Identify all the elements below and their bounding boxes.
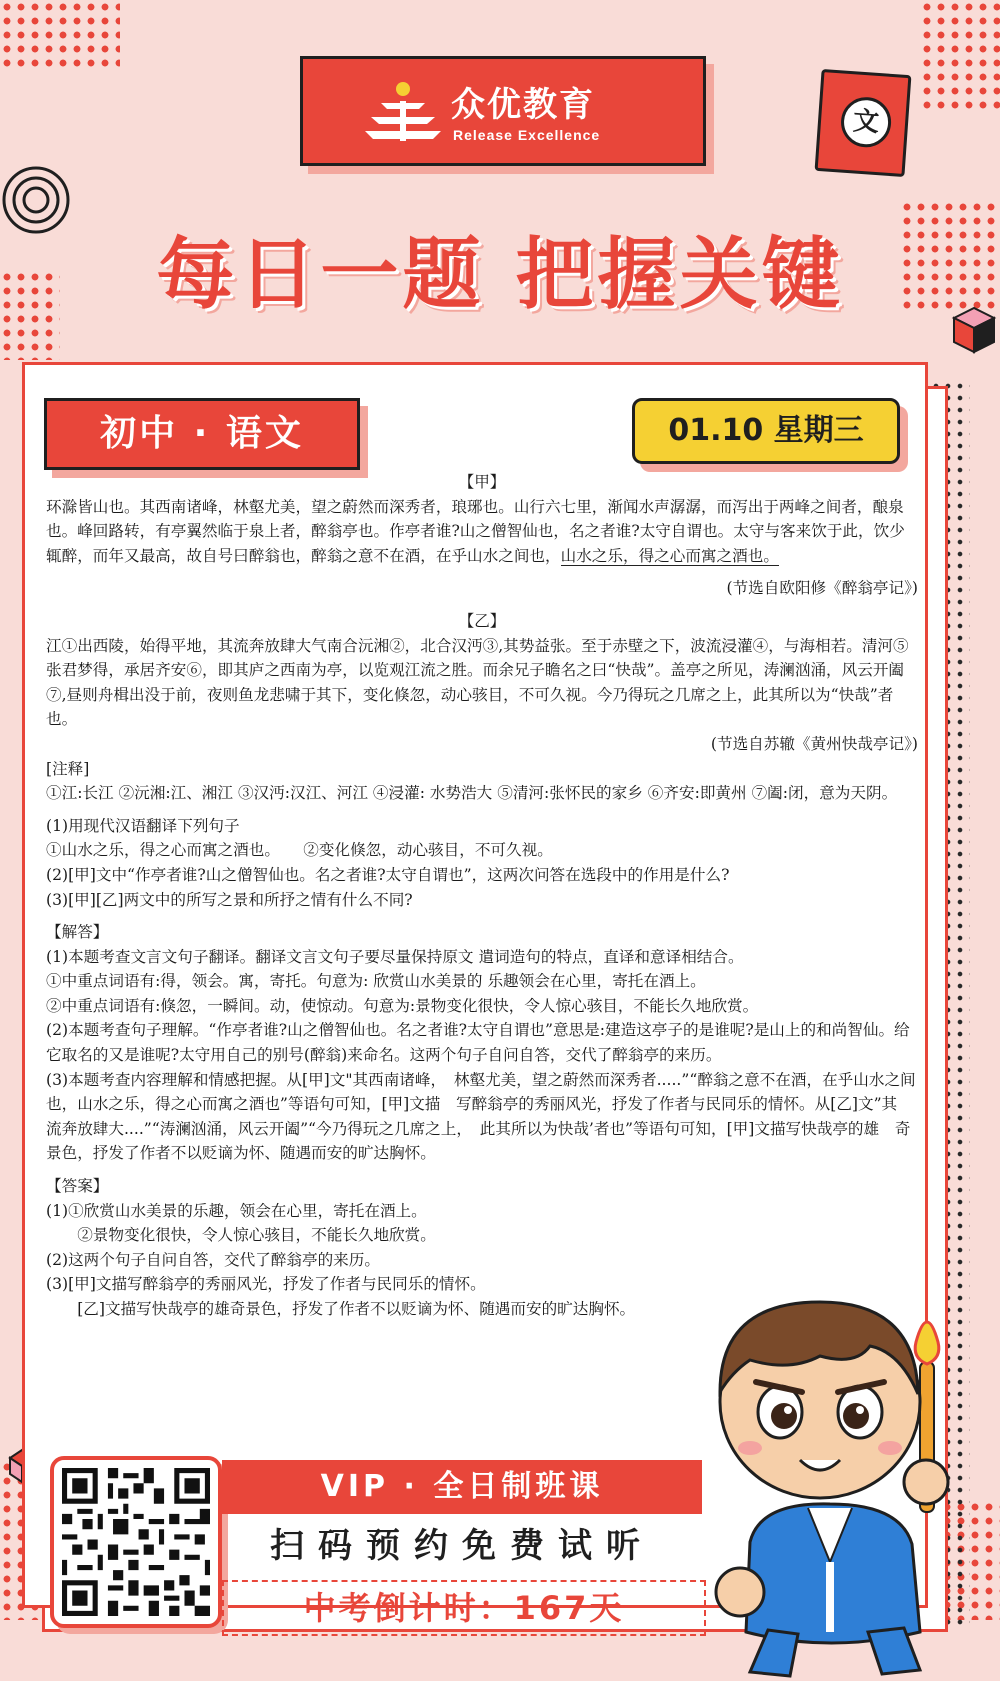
analysis-label: 【解答】: [46, 923, 109, 942]
passage-a-text: [46, 495, 918, 569]
qr-code[interactable]: [50, 1456, 222, 1628]
analysis-line: ②中重点词语有:倏忽，一瞬间。动，使惊动。句意为:景物变化很快，令人惊心骇目，不能长久地欣赏。: [46, 996, 759, 1015]
analysis-line: ①中重点词语有:得，领会。寓，寄托。句意为: 欣赏山水美景的 乐趣领会在心里，寄托在酒上。: [46, 972, 706, 991]
analysis-line: (3)本题考查内容理解和情感把握。从[甲]文"其西南诸峰， 林壑尤美，望之蔚然而深秀者.....”“醉翁之意不在酒，在乎山水之间也，山水之乐，得之心而寓之酒也”等语句可知，[甲]文描 写醉翁亭的秀丽风光，抒发了作者与民同乐的情怀。从[乙]文”其 流奔放肆大....”“涛澜汹涌，风云开阖”“今乃得玩之几席之上， 此其所以为快哉’者也”等语句可知，[甲]文描写快哉亭的雄 奇景色，抒发了作者不以贬谪为怀、随遇而安的旷达胸怀。: [46, 1070, 916, 1163]
notes-label: [注释]: [46, 759, 90, 778]
question-content: [46, 470, 918, 1322]
bag-character: 文: [839, 96, 892, 149]
passage-a-underlined: 山水之乐，得之心而寓之酒也。: [560, 546, 779, 565]
answer-line: (2)这两个句子自问自答，交代了醉翁亭的来历。: [46, 1250, 380, 1269]
passage-a-body: 环滁皆山也。其西南诸峰，林壑尤美，望之蔚然而深秀者，琅琊也。山行六七里，渐闻水声潺潺，而泻出于两峰之间者，酿泉也。峰回路转，有亭翼然临于泉上者，醉翁亭也。作亭者谁?山之僧智仙也，名之者谁?太守自谓也。太守与客来饮于此，饮少辄醉，而年又最高，故自号曰醉翁也，醉翁之意不在酒，在乎山水之间也，: [46, 497, 905, 565]
answer-line: (3)[甲]文描写醉翁亭的秀丽风光，抒发了作者与民同乐的情怀。: [46, 1275, 486, 1294]
passage-b-label: 【乙】: [458, 611, 506, 630]
analysis-line: (2)本题考查句子理解。“作亭者谁?山之僧智仙也。名之者谁?太守自谓也”意思是:建造这亭子的是谁呢?是山上的和尚智仙。给它取名的又是谁呢?太守用自己的别号(醉翁)来命名。这两个句子自问自答，交代了醉翁亭的来历。: [46, 1021, 910, 1065]
student-mascot-icon: [680, 1282, 980, 1681]
question-line: ①山水之乐，得之心而寓之酒也。 ②变化倏忽，动心骇目，不可久视。: [46, 841, 553, 860]
question-line: (1)用现代汉语翻译下列句子: [46, 816, 240, 835]
passage-a-source: (节选自欧阳修《醉翁亭记》): [726, 579, 918, 598]
scan-prompt: 扫码预约免费试听: [270, 1526, 654, 1566]
bag-mascot: [815, 69, 912, 177]
vip-banner[interactable]: VIP · 全日制班课: [222, 1460, 702, 1514]
subject-tag: 初中 · 语文: [44, 398, 360, 470]
answer-line: [乙]文描写快哉亭的雄奇景色，抒发了作者不以贬谪为怀、随遇而安的旷达胸怀。: [46, 1300, 636, 1318]
brand-tagline: Release Excellence: [453, 127, 601, 143]
question-line: (2)[甲]文中“作亭者谁?山之僧智仙也。名之者谁?太守自谓也”，这两次问答在选段中的作用是什么?: [46, 865, 730, 884]
dot-pattern-top-right: [920, 0, 1000, 110]
brand-name: 众优教育: [451, 85, 595, 125]
passage-b-text: 江①出西陵，始得平地，其流奔放肆大气南合沅湘②，北合汉沔③,其势益张。至于赤壁之下，波流浸灌④，与海相若。清河⑤张君梦得，承居齐安⑥，即其庐之西南为亭，以览观江流之胜。而余兄子瞻名之曰“快哉”。盖亭之所见，涛澜汹涌，风云开阖⑦,昼则舟楫出没于前，夜则鱼龙悲啸于其下，变化倏忽，动心骇目，不可久视。今乃得玩之几席之上，此其所以为“快哉”者也。: [46, 636, 909, 729]
exam-countdown: 中考倒计时：167天: [222, 1580, 706, 1636]
date-badge: 01.10 星期三: [632, 398, 900, 464]
passage-a-label: 【甲】: [458, 473, 506, 491]
answer-label: 【答案】: [46, 1177, 109, 1196]
headline: 每日一题 把握关键: [156, 230, 844, 320]
qr-code-icon: [62, 1468, 210, 1616]
brand-logo: [300, 56, 706, 166]
logo-mark-icon: [363, 77, 443, 147]
analysis-line: (1)本题考查文言文句子翻译。翻译文言文句子要尽量保持原文 遣词造句的特点，直译和意译相结合。: [46, 947, 744, 966]
passage-b-source: (节选自苏辙《黄州快哉亭记》): [710, 734, 918, 753]
dot-pattern-top-left: [0, 0, 120, 70]
notes-text: ①江:长江 ②沅湘:江、湘江 ③汉沔:汉江、河江 ④浸灌: 水势浩大 ⑤清河:张怀民的家乡 ⑥齐安:即黄州 ⑦阖:闭，意为天阴。: [46, 784, 898, 803]
question-line: (3)[甲][乙]两文中的所写之景和所抒之情有什么不同?: [46, 890, 413, 909]
answer-line: (1)①欣赏山水美景的乐趣，领会在心里，寄托在酒上。: [46, 1201, 427, 1220]
answer-line: ②景物变化很快，令人惊心骇目，不能长久地欣赏。: [46, 1226, 436, 1245]
